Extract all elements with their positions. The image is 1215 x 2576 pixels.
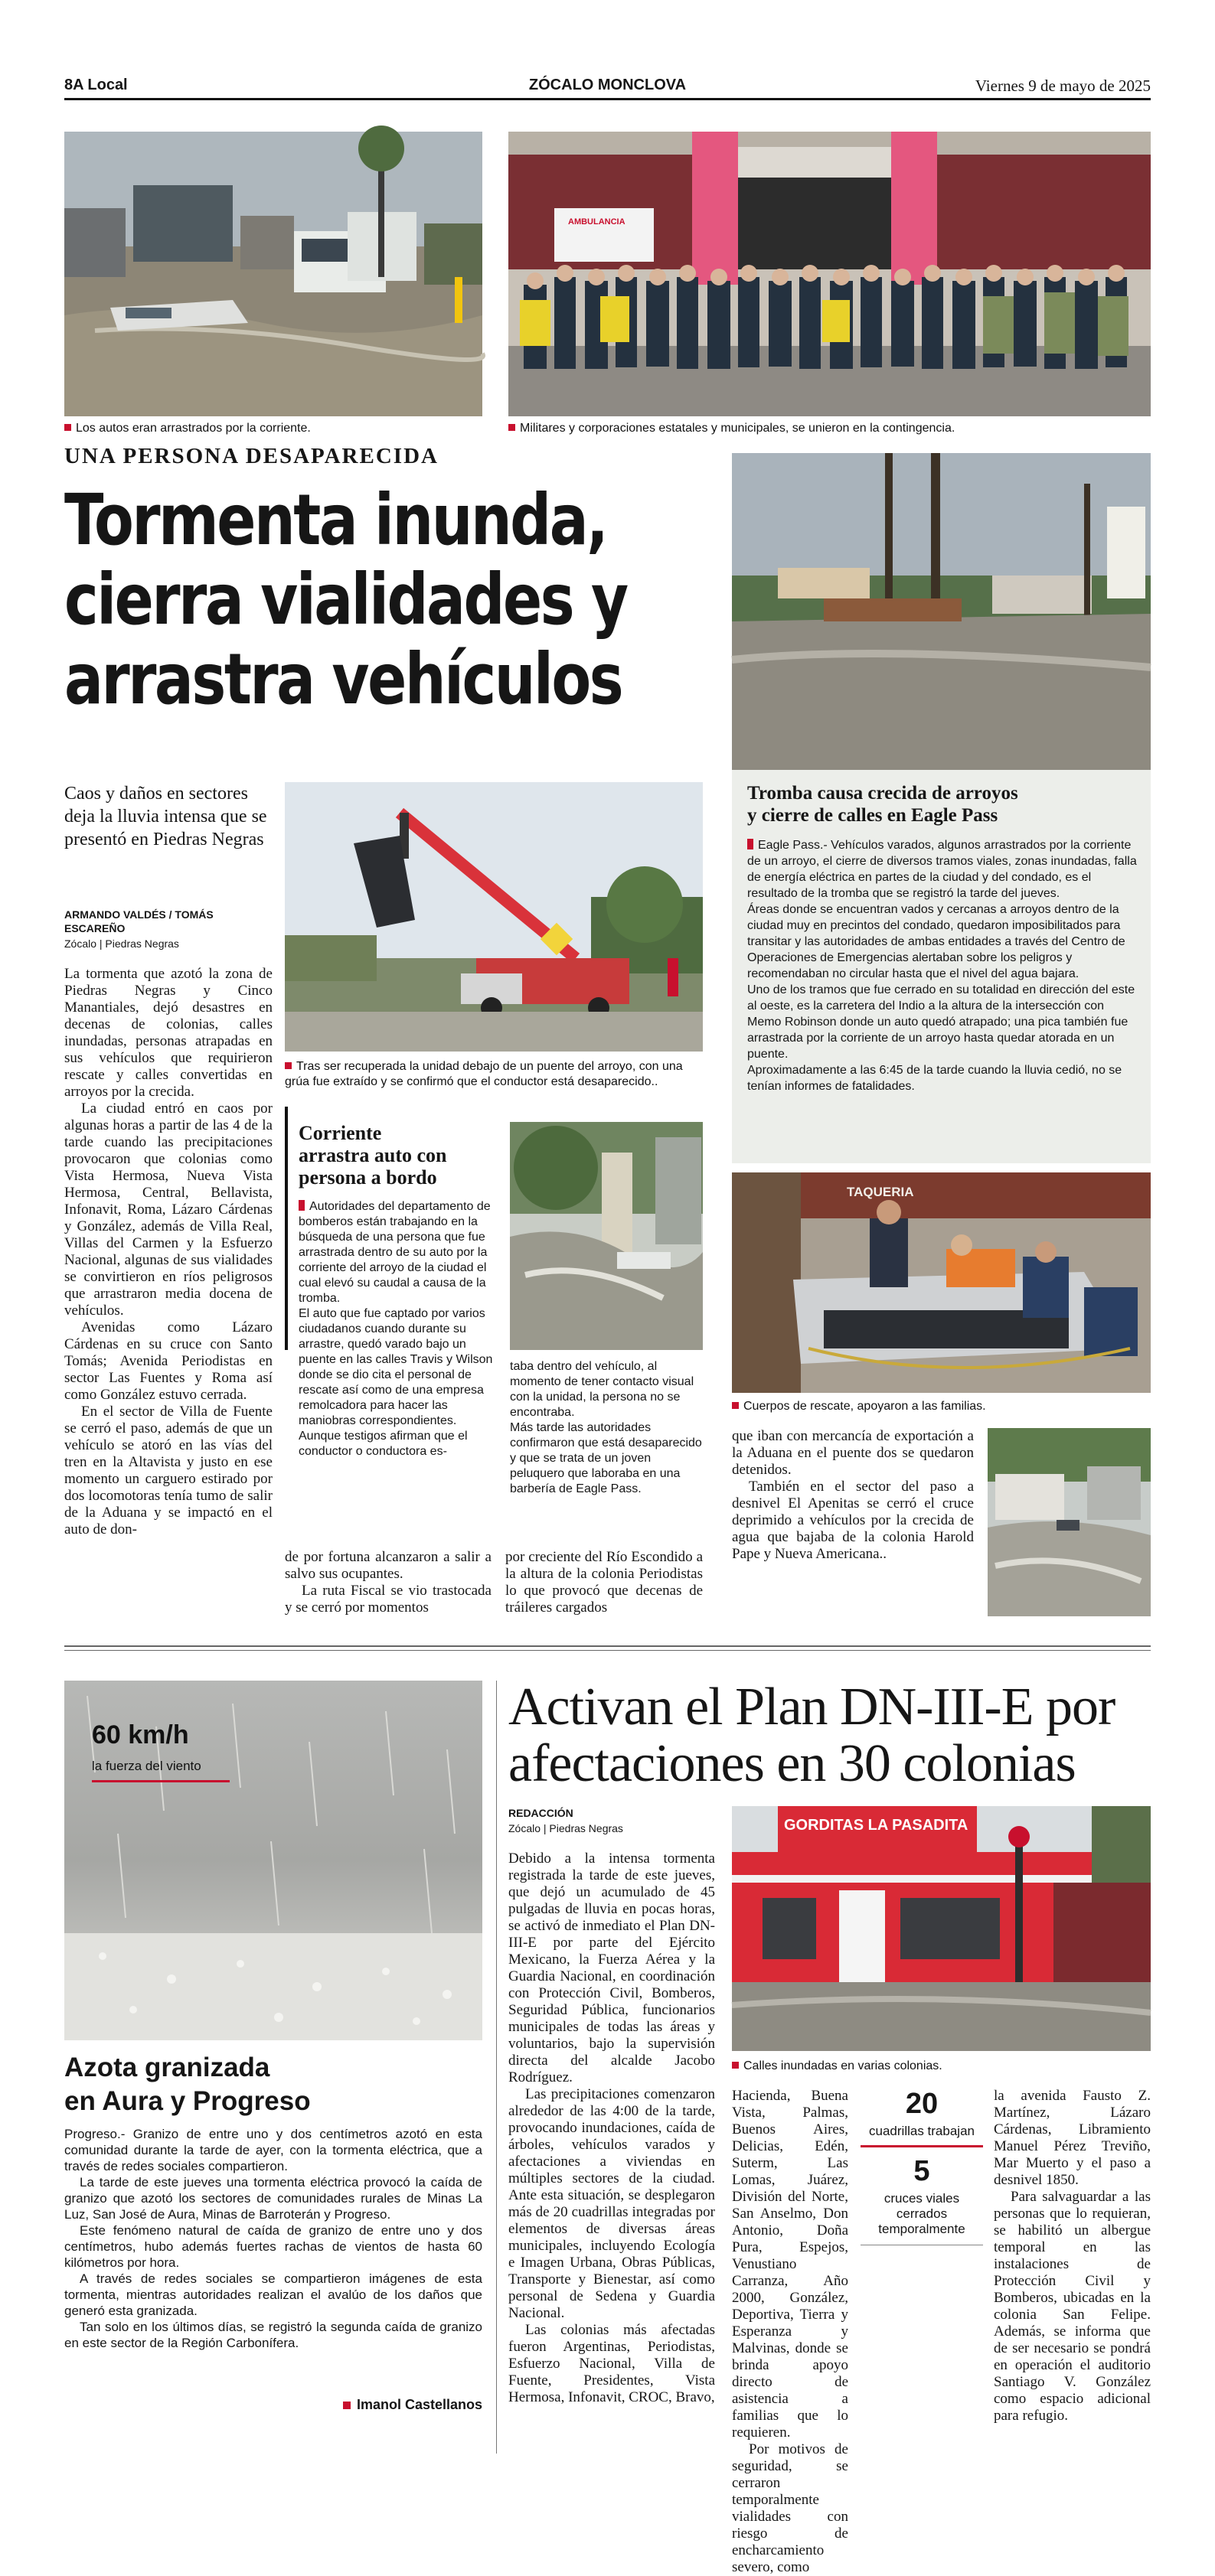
headline-line-3: arrastra vehículos	[64, 638, 622, 720]
corriente-paragraph: El auto que fue captado por varios ciudadanos cuando durante su arrastre, quedó varado bajo un puente en las calles Travis y Wilson donde se dio cita el personal de rescate así como de una empresa remolcadora para hacer las maniobras correspondientes.	[299, 1307, 493, 1427]
caption-crane: Tras ser recuperada la unidad debajo de un puente del arroyo, con una grúa fue extraído y se confirmó que el conductor está desaparecido..	[285, 1060, 683, 1088]
paragraph: La ciudad entró en caos por algunas horas a partir de las 4 de la tarde cuando las precipitaciones provocaron que colonias como Vista Hermosa, Nueva Vista Hermosa, Central, Bellavista, Infonavit, Roma, Lázaro Cárdenas y González, además de Villa Real, Villas del Carmen y la Esfuerzo Nacional, algunas de sus vialidades se convirtieron en ríos peligrosos que arrastraron media docena de vehículos.	[64, 1101, 273, 1319]
tromba-paragraph: Eagle Pass.- Vehículos varados, algunos arrastrados por la corriente de un arroyo, el cierre de diversos tramos viales, zonas inundadas, falla de energía eléctrica en partes de la ciudad y del condado, es el resultado de la tromba que se registró la tarde del jueves.	[747, 839, 1137, 900]
paragraph: Debido a la intensa tormenta registrada la tarde de este jueves, que dejó un acumulado de 45 pulgadas de lluvia en pocas horas, se activó de inmediato el Plan DN-III-E por parte del Ejército Mexicano, la Fuerza Aérea y la Guardia Nacional, en coordinación con Protección Civil, Bomberos, Seguridad Pública, funcionarios municipales de todas las áreas y voluntarios, bajo la supervisión directa del alcalde Jacobo Rodríguez.	[508, 1850, 715, 2085]
paragraph: por creciente del Río Escondido a la altura de la colonia Periodistas lo que provocó que decenas de tráileres cargados	[505, 1549, 703, 1616]
stat-crews-label: cuadrillas trabajan	[869, 2124, 975, 2138]
corriente-title-line-1: Corriente	[299, 1122, 382, 1144]
paragraph: La tormenta que azotó la zona de Piedras Negras y Cinco Manantiales, dejó desastres en decenas de colonias, calles inundadas, personas atrapadas en sus vehículos que requirieron rescate y calles convertidas en arroyos por la crecida.	[64, 966, 273, 1100]
corriente-continuation	[510, 1359, 703, 1497]
headline-line-2: cierra vialidades y	[64, 559, 627, 641]
tromba-title-line-1: Tromba causa crecida de arroyos	[747, 783, 1018, 804]
plan-headline-line-1: Activan el Plan DN-III-E por	[508, 1678, 1115, 1736]
main-column-3	[505, 1549, 703, 1616]
headline-line-1: Tormenta inunda,	[64, 479, 607, 561]
tromba-paragraph: Aproximadamente a las 6:45 de la tarde cuando la lluvia cedió, no se tenían informes de fatalidades.	[747, 1064, 1122, 1093]
plan-column-1	[508, 1850, 715, 2406]
photo-crane-car	[285, 782, 703, 1052]
stat-crews-value: 20	[905, 2088, 939, 2120]
paragraph: Por motivos de seguridad, se cerraron temporalmente vialidades con riesgo de encharcamiento severo, como	[732, 2441, 848, 2575]
plan-headline	[508, 1679, 1151, 1792]
storefront-sign: GORDITAS LA PASADITA	[784, 1817, 968, 1834]
paragraph: Hacienda, Buena Vista, Palmas, Buenos Aires, Delicias, Edén, Suterm, Las Lomas, Juárez, División del Norte, San Anselmo, Don Antonio, Doña Pura, Espejos, Venustiano Carranza, Año 2000, González, Deportiva, Tierra y Esperanza y Malvinas, donde se brinda apoyo directo de asistencia a familias que lo requieren.	[732, 2088, 848, 2441]
corriente-paragraph: taba dentro del vehículo, al momento de tener contacto visual con la unidad, la persona no se encontraba.	[510, 1360, 694, 1419]
section-divider	[64, 1645, 1151, 1647]
byline-sub: Zócalo | Piedras Negras	[64, 937, 179, 950]
stats-divider	[861, 2145, 983, 2147]
photo-hail	[64, 1681, 482, 2040]
corriente-title-line-3: persona a bordo	[299, 1166, 437, 1189]
corriente-paragraph: Aunque testigos afirman que el conductor o conductora es-	[299, 1430, 468, 1458]
tromba-title-line-2: y cierre de calles en Eagle Pass	[747, 805, 998, 826]
paragraph: Este fenómeno natural de caída de granizo de entre uno y dos centímetros, hubo además fuertes rachas de vientos de hasta 60 kilómetros por hora.	[64, 2223, 482, 2270]
paragraph: A través de redes sociales se compartieron imágenes de esta tormenta, mientras autoridades realizan el avalúo de los daños que generó esta granizada.	[64, 2271, 482, 2318]
paragraph: La ruta Fiscal se vio trastocada y se cerró por momentos	[285, 1583, 492, 1616]
stat-roads-label: cruces viales cerrados temporalmente	[878, 2191, 965, 2236]
photo-cars-flood	[64, 132, 482, 416]
paragraph: Tan solo en los últimos días, se registró la segunda caída de granizo en este sector de la Región Carbonífera.	[64, 2320, 482, 2350]
main-column-4	[732, 1428, 974, 1563]
main-column-2	[285, 1549, 492, 1616]
section-label: 8A Local	[64, 77, 128, 93]
paragraph: En el sector de Villa de Fuente se cerró el paso, además de que un vehículo se atoró en las vías del tren en la Altavista y justo en ese momento un carguero estirado por dos locomotoras tenía tumo de salir de la Aduana y se impactó en el auto de don-	[64, 1404, 273, 1537]
issue-date: Viernes 9 de mayo de 2025	[975, 77, 1151, 95]
paragraph: de por fortuna alcanzaron a salir a salvo sus ocupantes.	[285, 1549, 492, 1582]
plan-column-3	[994, 2088, 1151, 2424]
main-headline	[64, 481, 723, 719]
paragraph: También en el sector del paso a desnivel El Apenitas se cerró el cruce deprimido a vehículos por la crecida de agua que bajaba de la colonia Harold Pape y Nueva Americana..	[732, 1479, 974, 1562]
taqueria-sign: TAQUERIA	[847, 1185, 914, 1199]
photo-river-car	[510, 1122, 703, 1350]
paragraph: Para salvaguardar a las personas que lo requieran, se habilitó un albergue temporal en las instalaciones de Protección Civil y Bomberos, ubicadas en la colonia San Felipe. Además, se informa que de ser necesario se pondrá en operación el auditorio Santiago V. González como espacio adicional para refugio.	[994, 2189, 1151, 2424]
kicker: UNA PERSONA DESAPARECIDA	[64, 444, 439, 468]
photo-flooded-road	[988, 1428, 1151, 1616]
ambulance-sign: AMBULANCIA	[568, 217, 625, 227]
hail-body	[64, 2126, 482, 2351]
corriente-text	[299, 1199, 501, 1459]
stats-box	[861, 2088, 983, 2245]
tromba-text	[747, 837, 1138, 1094]
hail-headline	[64, 2051, 482, 2118]
tromba-paragraph: Uno de los tramos que fue cerrado en su totalidad en dirección del este al oeste, es la carretera del Indio a la altura de la intersección con Memo Robinson donde un auto quedó atrapado; una pica también fue arrastrada por la corriente de un arroyo hasta quedar atorada en un puente.	[747, 983, 1135, 1061]
paragraph: Avenidas como Lázaro Cárdenas en su cruce con Santo Tomás; Avenida Periodistas en sector Las Fuentes y Roma así como González estuvo cerrada.	[64, 1319, 273, 1403]
wind-label: la fuerza del viento	[92, 1759, 201, 1773]
plan-byline: REDACCIÓN	[508, 1807, 573, 1819]
paragraph: Progreso.- Granizo de entre uno y dos centímetros azotó en esta comunidad durante la tarde de ayer, con la tormenta eléctrica, que a través de redes sociales compartieron.	[64, 2127, 482, 2173]
column-separator	[496, 1681, 497, 2454]
paragraph: La tarde de este jueves una tormenta eléctrica provocó la caída de granizo que azotó los sectores de comunidades rurales de Minas La Luz, San José de Aura, Minas de Barroterán y Progreso.	[64, 2175, 482, 2222]
tromba-paragraph: Áreas donde se encuentran vados y cercanas a arroyos dentro de la ciudad muy en precintos del condado, quedaron imposibilitados para transitar y las autoridades de ambas entidades a través del Centro de Operaciones de Emergencias alertaban sobre los peligros y recomendaban no circular hasta que el nivel del agua bajara.	[747, 903, 1125, 980]
tromba-title	[747, 782, 1138, 827]
photo-rescue	[732, 1172, 1151, 1393]
hail-title-line-2: en Aura y Progreso	[64, 2086, 311, 2116]
deck: Caos y daños en sectores deja la lluvia intensa que se presentó en Piedras Negras	[64, 784, 267, 849]
caption-streets: Calles inundadas en varias colonias.	[732, 2059, 1151, 2074]
corriente-paragraph: Más tarde las autoridades confirmaron que está desaparecido y que se trata de un joven peluquero que laboraba en una barbería de Eagle Pass.	[510, 1421, 702, 1495]
corriente-title-line-2: arrastra auto con	[299, 1144, 447, 1166]
stat-roads-value: 5	[913, 2155, 930, 2187]
caption-cars: Los autos eran arrastrados por la corriente.	[64, 421, 482, 436]
corriente-paragraph: Autoridades del departamento de bomberos están trabajando en la búsqueda de una persona que fue arrastrada dentro de su auto por la corriente del arroyo de la ciudad el cual elevó su caudal a causa de la tromba.	[299, 1200, 491, 1305]
paragraph: que iban con mercancía de exportación a la Aduana en el puente dos se quedaron detenidos.	[732, 1428, 974, 1478]
paragraph: Las colonias más afectadas fueron Argentinas, Periodistas, Esfuerzo Nacional, Villa de Fuente, Presidentes, Vista Hermosa, Infonavit, CROC, Bravo,	[508, 2322, 715, 2405]
section-divider-thin	[64, 1650, 1151, 1651]
hail-title-line-1: Azota granizada	[64, 2053, 270, 2082]
byline: ARMANDO VALDÉS / TOMÁS ESCAREÑO	[64, 908, 214, 934]
wind-rule	[92, 1780, 230, 1782]
corriente-box	[299, 1122, 501, 1459]
newspaper-name: ZÓCALO MONCLOVA	[528, 77, 687, 93]
plan-column-2	[732, 2088, 848, 2576]
tromba-box	[732, 770, 1151, 1163]
header-rule	[64, 98, 1151, 100]
photo-storefront-flood	[732, 1806, 1151, 2051]
plan-headline-line-2: afectaciones en 30 colonias	[508, 1734, 1076, 1793]
plan-byline-sub: Zócalo | Piedras Negras	[508, 1822, 623, 1834]
paragraph: la avenida Fausto Z. Martínez, Lázaro Cárdenas, Libramiento Manuel Pérez Treviño, Mar Muerto y el paso a desnivel 1850.	[994, 2088, 1151, 2188]
photo-military-group	[508, 132, 1151, 416]
main-column-1	[64, 966, 273, 1538]
caption-military: Militares y corporaciones estatales y municipales, se unieron en la contingencia.	[508, 421, 1151, 436]
photo-flooded-street	[732, 453, 1151, 770]
paragraph: Las precipitaciones comenzaron alrededor de las 4:00 de la tarde, provocando inundaciones, caída de árboles, vehículos varados y afectaciones a viviendas en múltiples sectores de la ciudad. Ante esta situación, se desplegaron más de 20 cuadrillas integradas por elementos de diversas áreas municipales, incluyendo Ecología e Imagen Urbana, Obras Públicas, Transporte y Bienestar, así como personal de Sedena y Guardia Nacional.	[508, 2086, 715, 2321]
caption-rescue: Cuerpos de rescate, apoyaron a las familias.	[732, 1399, 1151, 1414]
hail-author: Imanol Castellanos	[64, 2397, 482, 2413]
wind-speed: 60 km/h	[92, 1720, 189, 1749]
corriente-box-bar	[285, 1107, 288, 1350]
